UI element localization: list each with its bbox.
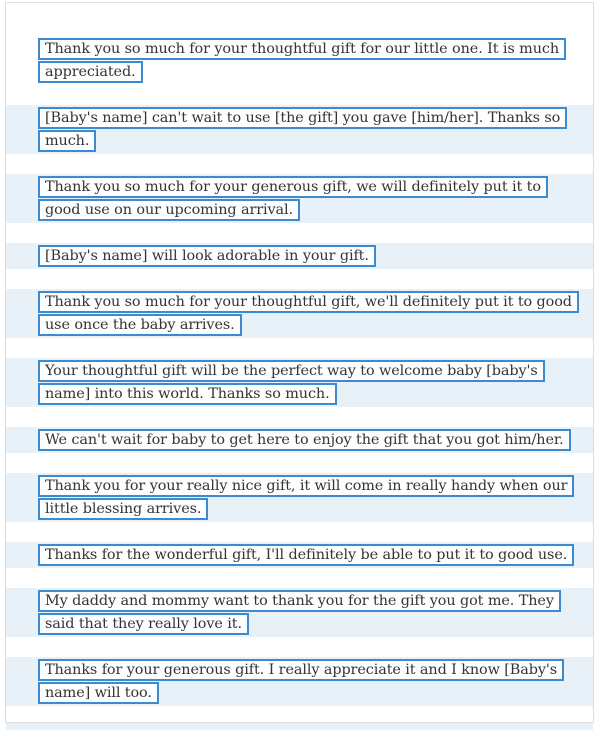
next-row-band — [6, 723, 593, 730]
message-line: Your thoughtful gift will be the perfect way to welcome baby [baby's — [38, 360, 545, 382]
message-line: use once the baby arrives. — [38, 314, 242, 336]
message-line: Thank you for your really nice gift, it will come in really handy when our — [38, 475, 574, 497]
message-line: appreciated. — [38, 61, 143, 83]
message-row — [6, 174, 593, 223]
message-row — [6, 657, 593, 706]
message-line: Thanks for your generous gift. I really appreciate it and I know [Baby's — [38, 659, 564, 681]
message-row — [6, 105, 593, 154]
message-line: name] into this world. Thanks so much. — [38, 383, 337, 405]
message-line: much. — [38, 130, 96, 152]
message-line: said that they really love it. — [38, 613, 249, 635]
message-row — [6, 427, 593, 453]
message-line: good use on our upcoming arrival. — [38, 199, 300, 221]
message-row — [6, 358, 593, 407]
message-row — [6, 473, 593, 522]
message-row — [6, 243, 593, 269]
message-row — [6, 289, 593, 338]
message-line: My daddy and mommy want to thank you for the gift you got me. They — [38, 590, 561, 612]
message-line: Thank you so much for your thoughtful gift for our little one. It is much — [38, 38, 566, 60]
message-line: Thanks for the wonderful gift, I'll definitely be able to put it to good use. — [38, 544, 574, 566]
message-row — [6, 36, 593, 85]
message-line: [Baby's name] will look adorable in your gift. — [38, 245, 376, 267]
message-row — [6, 588, 593, 637]
message-line: name] will too. — [38, 682, 159, 704]
message-line: We can't wait for baby to get here to enjoy the gift that you got him/her. — [38, 429, 571, 451]
message-line: Thank you so much for your generous gift, we will definitely put it to — [38, 176, 548, 198]
message-line: [Baby's name] can't wait to use [the gift] you gave [him/her]. Thanks so — [38, 107, 567, 129]
message-line: Thank you so much for your thoughtful gift, we'll definitely put it to good — [38, 291, 579, 313]
message-line: little blessing arrives. — [38, 498, 208, 520]
message-row — [6, 542, 593, 568]
document-page — [5, 2, 594, 723]
